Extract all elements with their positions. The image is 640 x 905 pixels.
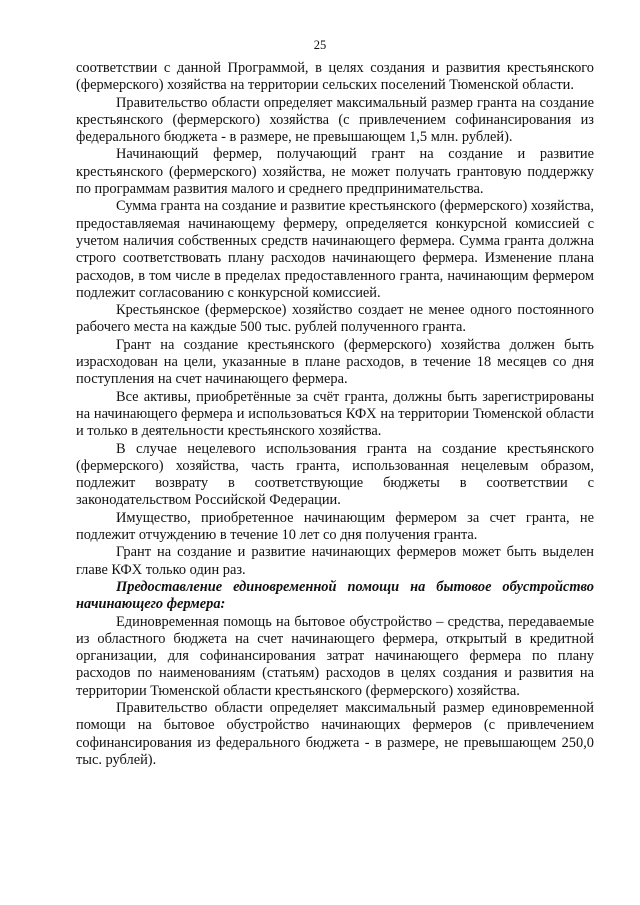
paragraph: Грант на создание и развитие начинающих фермеров может быть выделен главе КФХ только один раз. <box>76 544 594 578</box>
page-number: 25 <box>313 38 327 52</box>
paragraph: Начинающий фермер, получающий грант на создание и развитие крестьянского (фермерского) хозяйства, не может получать грантовую поддержку по программам развития малого и среднего предпринимательства. <box>76 146 594 198</box>
paragraph: Правительство области определяет максимальный размер гранта на создание крестьянского (фермерского) хозяйства (с привлечением софинансирования из федерального бюджета - в размере, не превышающем 1,5 млн. рублей). <box>76 94 594 146</box>
paragraph: Имущество, приобретенное начинающим фермером за счет гранта, не подлежит отчуждению в течение 10 лет со дня получения гранта. <box>76 509 594 544</box>
document-body <box>76 60 594 769</box>
paragraph: Все активы, приобретённые за счёт гранта, должны быть зарегистрированы на начинающего фермера и использоваться КФХ на территории Тюменской области и только в деятельности крестьянского хозяйства. <box>76 388 594 440</box>
paragraph: Крестьянское (фермерское) хозяйство создает не менее одного постоянного рабочего места на каждые 500 тыс. рублей полученного гранта. <box>76 302 594 336</box>
paragraph: Сумма гранта на создание и развитие крестьянского (фермерского) хозяйства, предоставляемая начинающему фермеру, определяется конкурсной комиссией с учетом наличия собственных средств начинающего фермера. Сумма гранта должна строго соответствовать плану расходов начинающего фермера. Изменение плана расходов, в том числе в пределах предоставленного гранта, начинающим фермером подлежит согласованию с конкурсной комиссией. <box>76 198 594 301</box>
paragraph: Единовременная помощь на бытовое обустройство – средства, передаваемые из областного бюджета на счет начинающего фермера, открытый в кредитной организации, для софинансирования затрат начинающего фермера по плану расходов по наименованиям (статьям) расходов в целях создания и развития на территории Тюменской области крестьянского (фермерского) хозяйства. <box>76 613 594 699</box>
paragraph: соответствии с данной Программой, в целях создания и развития крестьянского (фермерского) хозяйства на территории сельских поселений Тюменской области. <box>76 60 594 94</box>
paragraph: В случае нецелевого использования гранта на создание крестьянского (фермерского) хозяйства, часть гранта, использованная нецелевым образом, подлежит возврату в соответствующие бюджеты в соответствии с законодательством Российской Федерации. <box>76 440 594 509</box>
section-heading: Предоставление единовременной помощи на бытовое обустройство начинающего фермера: <box>76 578 594 613</box>
paragraph: Грант на создание крестьянского (фермерского) хозяйства должен быть израсходован на цели, указанные в плане расходов, в течение 18 месяцев со дня поступления на счет начинающего фермера. <box>76 336 594 388</box>
paragraph: Правительство области определяет максимальный размер единовременной помощи на бытовое обустройство начинающих фермеров (с привлечением софинансирования из федерального бюджета - в размере, не превышающем 250,0 тыс. рублей). <box>76 699 594 768</box>
